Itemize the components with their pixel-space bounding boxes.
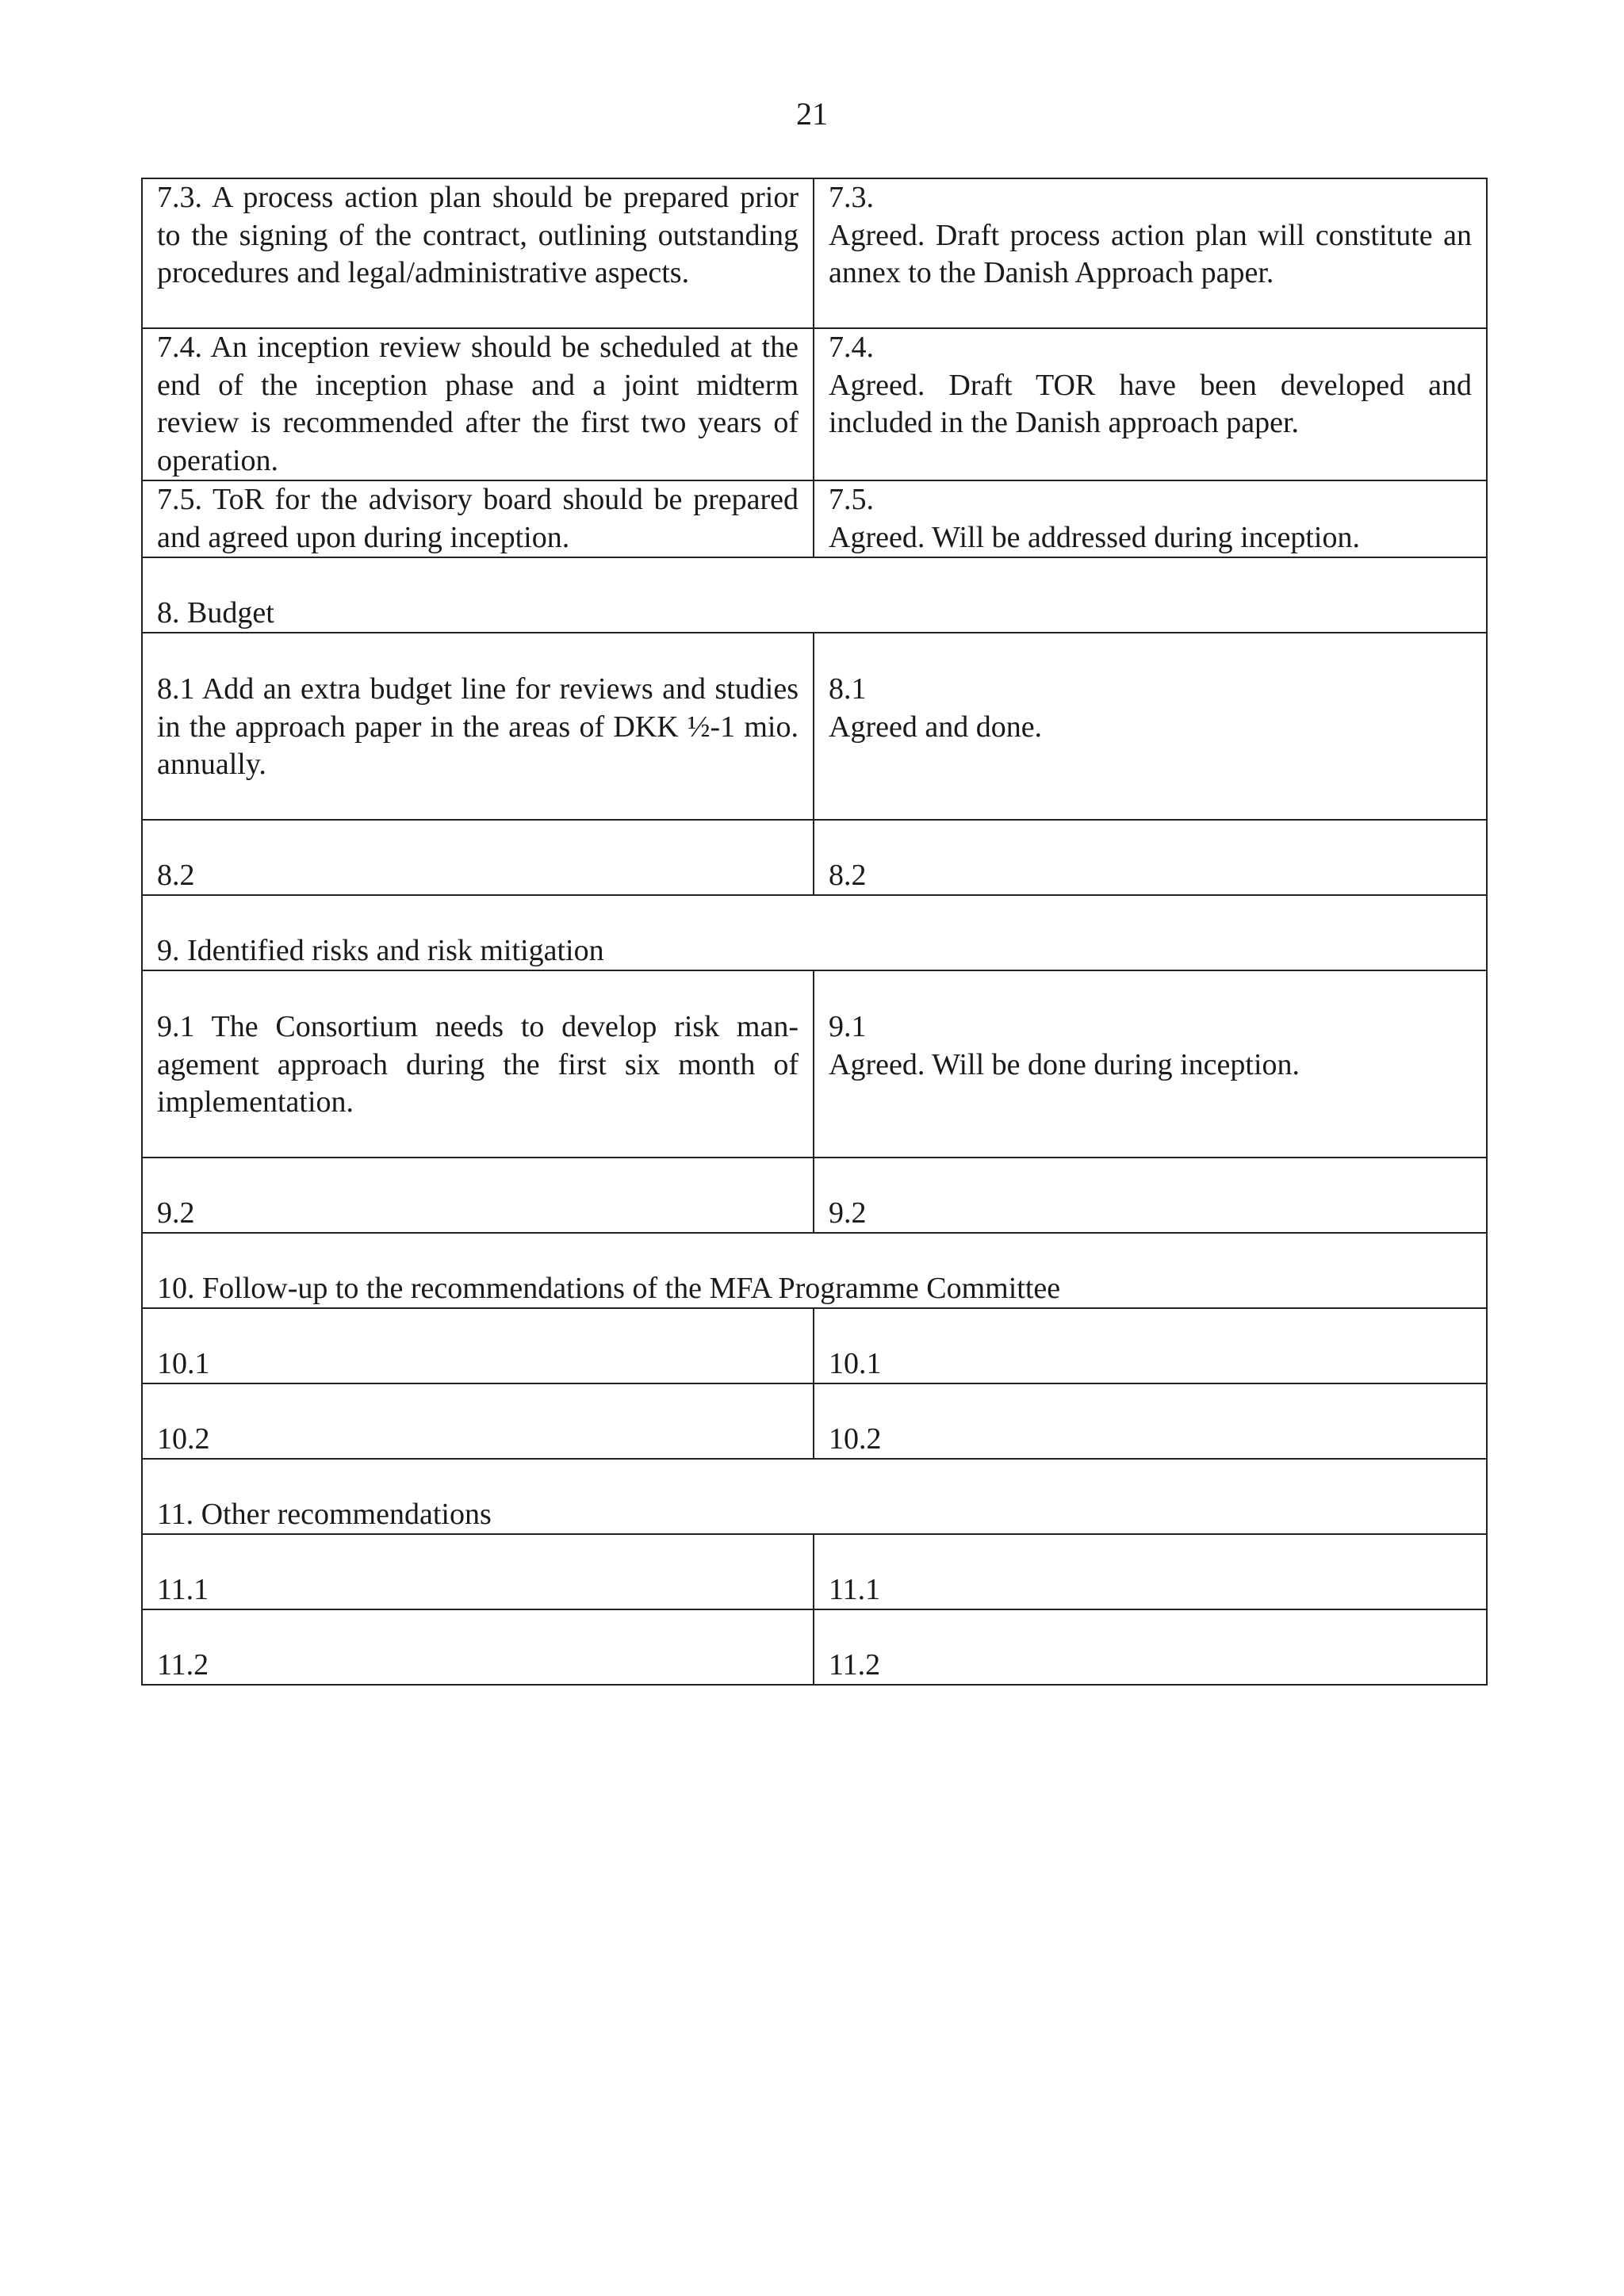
response-cell (814, 633, 1487, 820)
response-cell (814, 178, 1487, 328)
recommendation-cell: 11.2 (142, 1609, 814, 1685)
response-cell: 8.2 (814, 820, 1487, 895)
response-cell (814, 328, 1487, 480)
response-number: 7.3. (829, 181, 874, 214)
response-text: Agreed and done. (829, 710, 1043, 744)
table-row-9-2 (142, 1158, 1487, 1233)
table-row-7-5 (142, 480, 1487, 557)
section-heading: 10. Follow-up to the recommendations of the MFA Programme Committee (142, 1233, 1487, 1308)
response-cell: 11.2 (814, 1609, 1487, 1685)
response-text: Agreed. Draft process action plan will constitute an annex to the Danish Approach paper. (829, 218, 1472, 289)
section-heading: 8. Budget (142, 557, 1487, 633)
table-row-11-2 (142, 1609, 1487, 1685)
response-cell (814, 970, 1487, 1158)
recommendation-cell: 10.2 (142, 1383, 814, 1459)
table-row-7-3 (142, 178, 1487, 328)
section-heading: 9. Identified risks and risk mitigation (142, 895, 1487, 970)
section-header-risks (142, 895, 1487, 970)
recommendation-cell: 7.3. A process action plan should be prepared prior to the signing of the contract, outlining outstanding procedures and legal/administrative aspects. (142, 178, 814, 328)
response-text: Agreed. Draft TOR have been developed and included in the Danish approach paper. (829, 368, 1472, 439)
table-row-8-1 (142, 633, 1487, 820)
section-header-mfa-follow-up (142, 1233, 1487, 1308)
recommendation-cell: 10.1 (142, 1308, 814, 1383)
response-cell: 9.2 (814, 1158, 1487, 1233)
recommendation-cell: 11.1 (142, 1534, 814, 1609)
section-heading: 11. Other recommendations (142, 1459, 1487, 1534)
recommendation-cell: 8.2 (142, 820, 814, 895)
response-text: Agreed. Will be done during inception. (829, 1047, 1300, 1081)
section-header-other (142, 1459, 1487, 1534)
table-row-8-2 (142, 820, 1487, 895)
response-cell: 10.2 (814, 1383, 1487, 1459)
table-row-10-2 (142, 1383, 1487, 1459)
response-number: 8.1 (829, 672, 867, 706)
response-cell (814, 480, 1487, 557)
recommendation-text: 9.1 The Consortium needs to develop risk management approach during the first six month of implementation. (157, 1010, 799, 1119)
response-number: 7.4. (829, 331, 874, 364)
response-cell: 11.1 (814, 1534, 1487, 1609)
response-cell: 10.1 (814, 1308, 1487, 1383)
recommendation-cell: 7.4. An inception review should be scheduled at the end of the inception phase and a joint midterm review is recommended after the first two years of operation. (142, 328, 814, 480)
table-row-11-1 (142, 1534, 1487, 1609)
recommendation-cell (142, 970, 814, 1158)
recommendation-cell: 7.5. ToR for the advisory board should be prepared and agreed upon during inception. (142, 480, 814, 557)
response-number: 9.1 (829, 1010, 867, 1043)
page-number: 21 (796, 96, 828, 132)
table-row-9-1 (142, 970, 1487, 1158)
review-recommendations-table (141, 178, 1488, 1686)
recommendation-cell (142, 633, 814, 820)
recommendation-cell: 9.2 (142, 1158, 814, 1233)
response-number: 7.5. (829, 483, 874, 516)
response-text: Agreed. Will be addressed during inception. (829, 520, 1360, 554)
table-row-10-1 (142, 1308, 1487, 1383)
table-row-7-4 (142, 328, 1487, 480)
recommendation-text: 8.1 Add an extra budget line for reviews and studies in the approach paper in the areas of DKK ½-1 mio. annually. (157, 672, 799, 781)
section-header-budget (142, 557, 1487, 633)
